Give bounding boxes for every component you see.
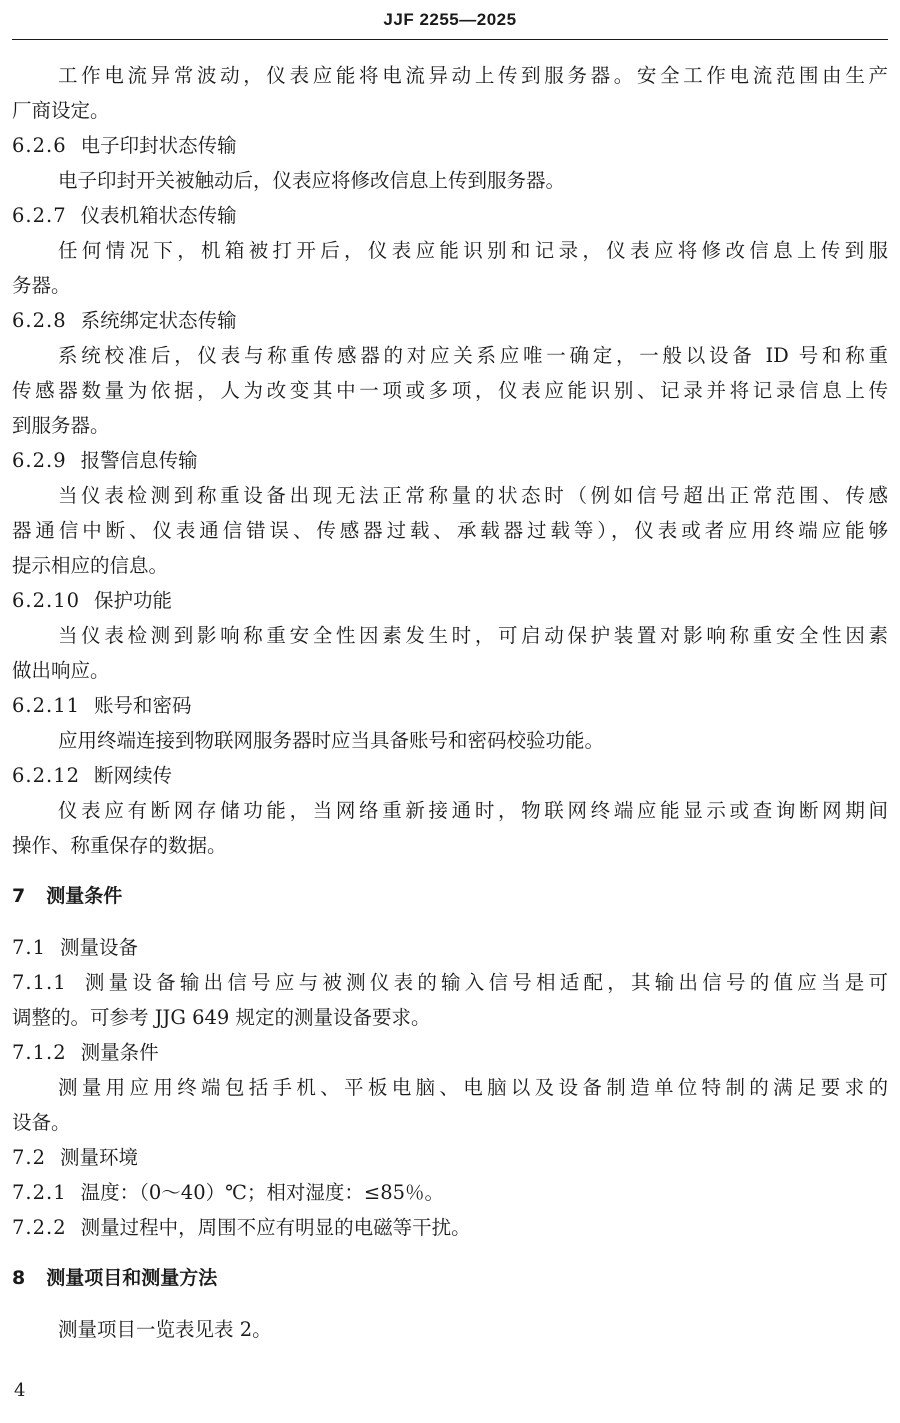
paragraph-line: 厂商设定。 bbox=[12, 99, 110, 122]
clause-7-2-2 bbox=[12, 1210, 888, 1245]
section-number: 6.2.12 bbox=[12, 764, 81, 787]
section-heading-6-2-7 bbox=[12, 198, 888, 233]
paragraph-line: 测量用应用终端包括手机、平板电脑、电脑以及设备制造单位特制的满足要求的 bbox=[58, 1076, 888, 1099]
clause-text: 温度：（0～40）℃；相对湿度：≤85％。 bbox=[80, 1181, 445, 1204]
section-number: 7.1.2 bbox=[12, 1041, 67, 1064]
spacer bbox=[12, 1296, 888, 1312]
section-title: 仪表机箱状态传输 bbox=[80, 204, 237, 227]
section-number: 7.1.1 bbox=[12, 971, 67, 994]
clause-text: 测量过程中，周围不应有明显的电磁等干扰。 bbox=[80, 1216, 471, 1239]
paragraph-line: 务器。 bbox=[12, 274, 71, 297]
section-heading-6-2-8 bbox=[12, 303, 888, 338]
section-title: 系统绑定状态传输 bbox=[80, 309, 237, 332]
paragraph-line: 做出响应。 bbox=[12, 659, 110, 682]
chapter-number: 8 bbox=[12, 1267, 27, 1289]
section-title: 测量条件 bbox=[80, 1041, 159, 1064]
section-title: 电子印封状态传输 bbox=[80, 134, 237, 157]
paragraph-line: 操作、称重保存的数据。 bbox=[12, 834, 227, 857]
section-title: 断网续传 bbox=[94, 764, 173, 787]
chapter-number: 7 bbox=[12, 885, 27, 907]
section-heading-6-2-9 bbox=[12, 443, 888, 478]
spacer bbox=[12, 914, 888, 930]
paragraph-line: 提示相应的信息。 bbox=[12, 554, 169, 577]
chapter-heading-7 bbox=[12, 879, 888, 914]
section-heading-7-1-2 bbox=[12, 1035, 888, 1070]
section-heading-7-1 bbox=[12, 930, 888, 965]
section-number: 7.2 bbox=[12, 1146, 47, 1169]
section-title: 保护功能 bbox=[94, 589, 173, 612]
document-header: JJF 2255—2025 bbox=[383, 10, 517, 29]
section-heading-6-2-6 bbox=[12, 128, 888, 163]
document-body bbox=[12, 58, 888, 1347]
paragraph-line: 电子印封开关被触动后，仪表应将修改信息上传到服务器。 bbox=[58, 169, 566, 192]
chapter-heading-8 bbox=[12, 1261, 888, 1296]
paragraph-line: 到服务器。 bbox=[12, 414, 110, 437]
paragraph-line: 当仪表检测到称重设备出现无法正常称量的状态时（例如信号超出正常范围、传感 bbox=[58, 484, 888, 507]
clause-7-1-1 bbox=[12, 965, 888, 1000]
section-heading-7-2 bbox=[12, 1140, 888, 1175]
section-number: 6.2.6 bbox=[12, 134, 67, 157]
section-heading-6-2-12 bbox=[12, 758, 888, 793]
section-title: 报警信息传输 bbox=[80, 449, 198, 472]
section-number: 6.2.11 bbox=[12, 694, 81, 717]
section-heading-6-2-10 bbox=[12, 583, 888, 618]
section-number: 7.2.1 bbox=[12, 1181, 67, 1204]
paragraph-line: 仪表应有断网存储功能，当网络重新接通时，物联网终端应能显示或查询断网期间 bbox=[58, 799, 888, 822]
clause-text: 测量设备输出信号应与被测仪表的输入信号相适配，其输出信号的值应当是可 bbox=[80, 971, 888, 994]
paragraph-line: 测量项目一览表见表 2。 bbox=[58, 1318, 272, 1341]
paragraph-line: 应用终端连接到物联网服务器时应当具备账号和密码校验功能。 bbox=[58, 729, 605, 752]
paragraph-line: 当仪表检测到影响称重安全性因素发生时，可启动保护装置对影响称重安全性因素 bbox=[58, 624, 888, 647]
paragraph-line: 任何情况下，机箱被打开后，仪表应能识别和记录，仪表应将修改信息上传到服 bbox=[58, 239, 888, 262]
header-rule bbox=[12, 39, 888, 40]
section-heading-6-2-11 bbox=[12, 688, 888, 723]
chapter-title: 测量条件 bbox=[46, 885, 123, 907]
paragraph-line: 传感器数量为依据，人为改变其中一项或多项，仪表应能识别、记录并将记录信息上传 bbox=[12, 379, 888, 402]
paragraph-line: 系统校准后，仪表与称重传感器的对应关系应唯一确定，一般以设备 ID 号和称重 bbox=[58, 344, 888, 367]
paragraph-line: 器通信中断、仪表通信错误、传感器过载、承载器过载等），仪表或者应用终端应能够 bbox=[12, 519, 888, 542]
section-number: 6.2.8 bbox=[12, 309, 67, 332]
section-number: 7.2.2 bbox=[12, 1216, 67, 1239]
section-number: 7.1 bbox=[12, 936, 47, 959]
paragraph-line: 设备。 bbox=[12, 1111, 71, 1134]
section-number: 6.2.7 bbox=[12, 204, 67, 227]
section-title: 账号和密码 bbox=[94, 694, 192, 717]
spacer bbox=[12, 1245, 888, 1261]
paragraph-line: 调整的。可参考 JJG 649 规定的测量设备要求。 bbox=[12, 1006, 431, 1029]
page-number: 4 bbox=[14, 1380, 26, 1401]
section-title: 测量环境 bbox=[60, 1146, 139, 1169]
section-number: 6.2.10 bbox=[12, 589, 81, 612]
paragraph-line: 工作电流异常波动，仪表应能将电流异动上传到服务器。安全工作电流范围由生产 bbox=[58, 64, 888, 87]
chapter-title: 测量项目和测量方法 bbox=[46, 1267, 218, 1289]
section-number: 6.2.9 bbox=[12, 449, 67, 472]
clause-7-2-1 bbox=[12, 1175, 888, 1210]
section-title: 测量设备 bbox=[60, 936, 139, 959]
spacer bbox=[12, 863, 888, 879]
